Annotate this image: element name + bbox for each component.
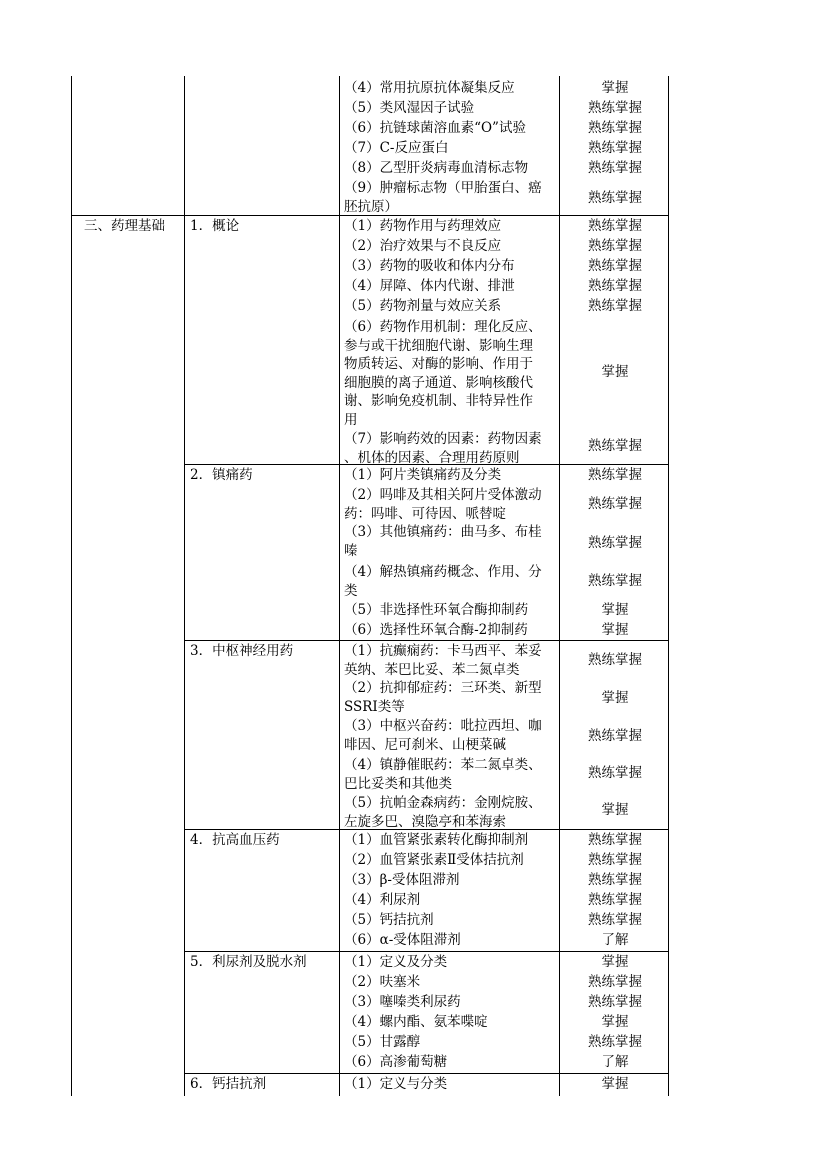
section-label: 2．镇痛药 bbox=[190, 467, 253, 483]
content-line: （6）药物作用机制：理化反应、 bbox=[344, 319, 542, 335]
mastery-level: 熟练掌握 bbox=[588, 438, 642, 454]
content-line: （4）螺内酯、氨苯喋啶 bbox=[344, 1014, 488, 1030]
content-line: （2）抗抑郁症药：三环类、新型 bbox=[344, 680, 542, 696]
content-line: （3）中枢兴奋药：吡拉西坦、咖 bbox=[344, 718, 542, 734]
table-border-vertical bbox=[71, 76, 72, 1096]
table-border-vertical bbox=[184, 76, 185, 1096]
mastery-level: 掌握 bbox=[601, 364, 629, 380]
content-line: 参与或干扰细胞代谢、影响生理 bbox=[344, 337, 533, 354]
content-line: 用 bbox=[344, 412, 358, 428]
content-line: （6）选择性环氧合酶-2抑制药 bbox=[344, 622, 528, 638]
mastery-level: 掌握 bbox=[601, 802, 629, 818]
mastery-level: 熟练掌握 bbox=[588, 140, 642, 156]
content-line: （6）高渗葡萄糖 bbox=[344, 1054, 448, 1070]
content-line: （1）药物作用与药理效应 bbox=[344, 218, 502, 234]
content-line: 、机体的因素、合理用药原则 bbox=[344, 449, 520, 466]
content-line: （4）常用抗原抗体凝集反应 bbox=[344, 80, 515, 96]
mastery-level: 熟练掌握 bbox=[588, 974, 642, 990]
content-line: （9）肿瘤标志物（甲胎蛋白、癌 bbox=[344, 180, 542, 196]
content-line: （1）定义及分类 bbox=[344, 954, 448, 970]
content-line: 左旋多巴、溴隐亭和苯海索 bbox=[344, 813, 506, 830]
mastery-level: 熟练掌握 bbox=[588, 496, 642, 512]
content-line: 类 bbox=[344, 582, 358, 599]
content-line: （3）其他镇痛药：曲马多、布桂 bbox=[344, 524, 542, 540]
mastery-level: 熟练掌握 bbox=[588, 238, 642, 254]
content-line: （6）α-受体阻滞剂 bbox=[344, 932, 461, 948]
content-line: （4）屏障、体内代谢、排泄 bbox=[344, 278, 515, 294]
content-line: （2）治疗效果与不良反应 bbox=[344, 238, 502, 254]
content-line: （3）β-受体阻滞剂 bbox=[344, 872, 460, 888]
content-line: SSRI类等 bbox=[344, 698, 405, 715]
mastery-level: 熟练掌握 bbox=[588, 258, 642, 274]
content-line: 物质转运、对酶的影响、作用于 bbox=[344, 356, 533, 373]
mastery-level: 熟练掌握 bbox=[588, 1034, 642, 1050]
mastery-level: 熟练掌握 bbox=[588, 298, 642, 314]
content-line: （1）血管紧张素转化酶抑制剂 bbox=[344, 832, 529, 848]
mastery-level: 熟练掌握 bbox=[588, 912, 642, 928]
mastery-level: 熟练掌握 bbox=[588, 278, 642, 294]
content-line: （2）血管紧张素Ⅱ受体拮抗剂 bbox=[344, 852, 524, 868]
content-line: 胚抗原） bbox=[344, 198, 398, 215]
mastery-level: 熟练掌握 bbox=[588, 872, 642, 888]
content-line: （5）甘露醇 bbox=[344, 1034, 421, 1050]
mastery-level: 熟练掌握 bbox=[588, 218, 642, 234]
content-line: （5）非选择性环氧合酶抑制药 bbox=[344, 602, 529, 618]
content-line: （5）药物剂量与效应关系 bbox=[344, 298, 502, 314]
content-line: （7）C-反应蛋白 bbox=[344, 140, 449, 156]
mastery-level: 了解 bbox=[601, 932, 629, 948]
content-line: （1）阿片类镇痛药及分类 bbox=[344, 467, 502, 483]
mastery-level: 熟练掌握 bbox=[588, 852, 642, 868]
content-line: 啡因、尼可刹米、山梗菜碱 bbox=[344, 736, 506, 753]
section-label: 5．利尿剂及脱水剂 bbox=[190, 954, 307, 970]
table-border-vertical bbox=[668, 76, 669, 1096]
table-border-vertical bbox=[559, 76, 560, 1096]
mastery-level: 熟练掌握 bbox=[588, 728, 642, 744]
content-line: 嗪 bbox=[344, 542, 358, 559]
content-line: （1）定义与分类 bbox=[344, 1076, 448, 1092]
content-line: （5）抗帕金森病药：金刚烷胺、 bbox=[344, 795, 542, 811]
unit-label: 三、药理基础 bbox=[84, 218, 165, 234]
content-line: 谢、影响免疫机制、非特异性作 bbox=[344, 393, 533, 410]
table-border-vertical bbox=[339, 76, 340, 1096]
mastery-level: 了解 bbox=[601, 1054, 629, 1070]
content-line: （6）抗链球菌溶血素“O”试验 bbox=[344, 120, 526, 136]
mastery-level: 熟练掌握 bbox=[588, 573, 642, 589]
content-line: （4）镇静催眠药：苯二氮卓类、 bbox=[344, 757, 542, 773]
section-label: 4．抗高血压药 bbox=[190, 832, 280, 848]
content-line: （1）抗癫痫药：卡马西平、苯妥 bbox=[344, 643, 542, 659]
mastery-level: 掌握 bbox=[601, 954, 629, 970]
mastery-level: 熟练掌握 bbox=[588, 535, 642, 551]
mastery-level: 熟练掌握 bbox=[588, 190, 642, 206]
content-line: （2）呋塞米 bbox=[344, 974, 421, 990]
content-line: （3）药物的吸收和体内分布 bbox=[344, 258, 515, 274]
section-label: 6．钙拮抗剂 bbox=[190, 1076, 267, 1092]
mastery-level: 熟练掌握 bbox=[588, 892, 642, 908]
mastery-level: 熟练掌握 bbox=[588, 160, 642, 176]
content-line: （4）解热镇痛药概念、作用、分 bbox=[344, 564, 542, 580]
section-label: 1．概论 bbox=[190, 218, 240, 234]
mastery-level: 熟练掌握 bbox=[588, 467, 642, 483]
content-line: （8）乙型肝炎病毒血清标志物 bbox=[344, 160, 529, 176]
content-line: （2）吗啡及其相关阿片受体激动 bbox=[344, 487, 542, 503]
content-line: 巴比妥类和其他类 bbox=[344, 775, 452, 792]
mastery-level: 熟练掌握 bbox=[588, 100, 642, 116]
content-line: （4）利尿剂 bbox=[344, 892, 421, 908]
mastery-level: 掌握 bbox=[601, 690, 629, 706]
content-line: 细胞膜的离子通道、影响核酸代 bbox=[344, 374, 533, 391]
mastery-level: 掌握 bbox=[601, 1076, 629, 1092]
content-line: （7）影响药效的因素：药物因素 bbox=[344, 431, 542, 447]
mastery-level: 熟练掌握 bbox=[588, 994, 642, 1010]
content-line: （5）类风湿因子试验 bbox=[344, 100, 475, 116]
section-label: 3．中枢神经用药 bbox=[190, 643, 294, 659]
mastery-level: 熟练掌握 bbox=[588, 120, 642, 136]
content-line: 英纳、苯巴比妥、苯二氮卓类 bbox=[344, 661, 520, 678]
content-line: （3）噻嗪类利尿药 bbox=[344, 994, 461, 1010]
mastery-level: 掌握 bbox=[601, 1014, 629, 1030]
mastery-level: 掌握 bbox=[601, 602, 629, 618]
content-line: （5）钙拮抗剂 bbox=[344, 912, 434, 928]
mastery-level: 熟练掌握 bbox=[588, 765, 642, 781]
mastery-level: 熟练掌握 bbox=[588, 652, 642, 668]
mastery-level: 掌握 bbox=[601, 80, 629, 96]
content-line: 药：吗啡、可待因、哌替啶 bbox=[344, 505, 506, 522]
mastery-level: 掌握 bbox=[601, 622, 629, 638]
mastery-level: 熟练掌握 bbox=[588, 832, 642, 848]
